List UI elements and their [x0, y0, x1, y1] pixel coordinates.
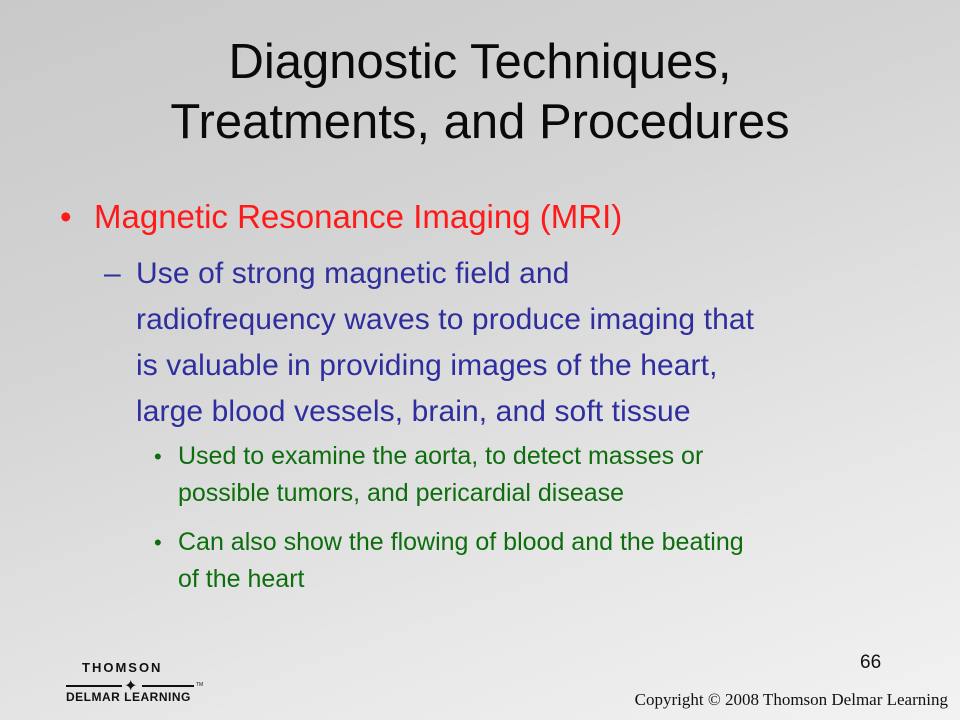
- star-icon: ✦: [124, 678, 138, 695]
- logo-rule-right: [142, 685, 194, 687]
- logo-top-text: THOMSON: [82, 660, 163, 675]
- point-line: of the heart: [178, 565, 305, 593]
- point-line: Can also show the flowing of blood and the beating: [178, 528, 744, 556]
- sub-bullet-line: Use of strong magnetic field and: [136, 257, 570, 290]
- copyright-notice: Copyright © 2008 Thomson Delmar Learning: [634, 690, 948, 709]
- thomson-delmar-logo: [66, 660, 216, 706]
- logo-bottom-text: DELMAR LEARNING: [66, 690, 191, 704]
- page-number: 66: [860, 652, 882, 673]
- logo-rule-left: [66, 685, 122, 687]
- point-marker: •: [154, 530, 162, 555]
- bullet-text: Magnetic Resonance Imaging (MRI): [94, 198, 623, 235]
- title-line-1: Diagnostic Techniques,: [228, 35, 732, 89]
- point-marker: •: [154, 444, 162, 469]
- dash-marker: –: [104, 257, 121, 290]
- slide-title: [40, 32, 920, 152]
- point-line: Used to examine the aorta, to detect masses or: [178, 442, 704, 470]
- bullet-marker: •: [60, 198, 72, 235]
- title-line-2: Treatments, and Procedures: [170, 95, 790, 149]
- sub-bullet-line: large blood vessels, brain, and soft tissue: [136, 395, 691, 428]
- logo-trademark: TM: [196, 682, 204, 688]
- sub-bullet-line: is valuable in providing images of the heart,: [136, 349, 718, 382]
- point-line: possible tumors, and pericardial disease: [178, 479, 625, 507]
- sub-bullet-line: radiofrequency waves to produce imaging that: [136, 303, 755, 336]
